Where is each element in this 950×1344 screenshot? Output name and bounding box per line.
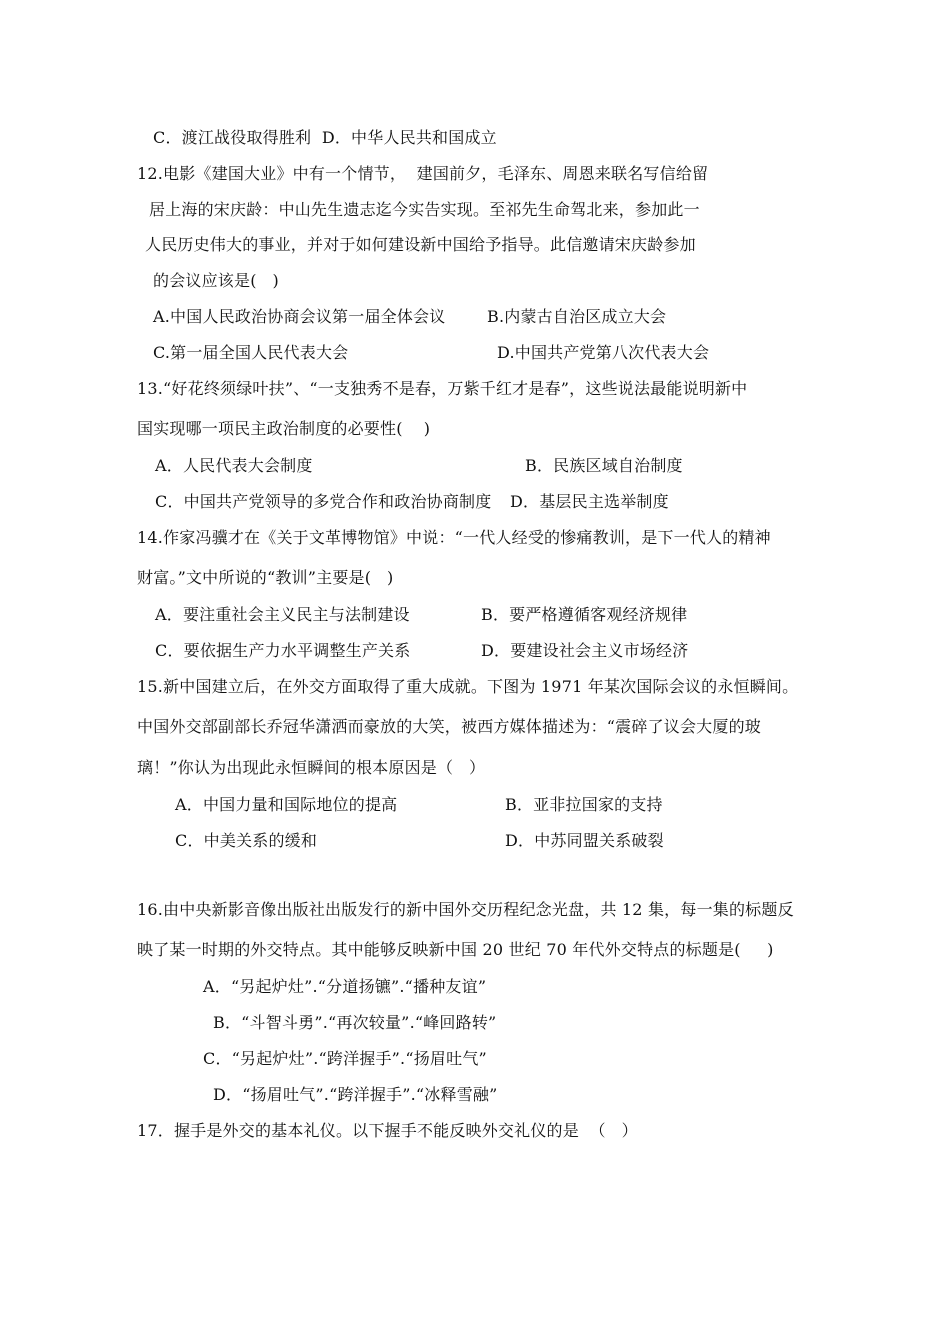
q12-stem-line-1: 12.电影《建国大业》中有一个情节， 建国前夕，毛泽东、周恩来联名写信给留: [137, 164, 709, 183]
q16-option-d: D．“扬眉吐气”.“跨洋握手”.“冰释雪融”: [213, 1085, 498, 1104]
q13-option-d: D．基层民主选举制度: [510, 492, 669, 511]
q16-option-b: B．“斗智斗勇”.“再次较量”.“峰回路转”: [213, 1013, 497, 1032]
q14-stem-line-1: 14.作家冯骥才在《关于文革博物馆》中说：“一代人经受的惨痛教训，是下一代人的精神: [137, 528, 771, 547]
q13-stem-line-1: 13.“好花终须绿叶扶”、“一支独秀不是春，万紫千红才是春”，这些说法最能说明新中: [137, 379, 748, 398]
q13-option-c: C．中国共产党领导的多党合作和政治协商制度: [155, 492, 492, 511]
q12-option-c: C.第一届全国人民代表大会: [153, 343, 349, 362]
q15-option-d: D．中苏同盟关系破裂: [505, 831, 664, 850]
q13-option-b: B．民族区域自治制度: [525, 456, 683, 475]
q15-option-c: C．中美关系的缓和: [175, 831, 318, 850]
q14-option-c: C．要依据生产力水平调整生产关系: [155, 641, 411, 660]
q14-option-b: B．要严格遵循客观经济规律: [481, 605, 688, 624]
q15-option-a: A．中国力量和国际地位的提高: [175, 795, 398, 814]
q11-options-c-d: C．渡江战役取得胜利 D．中华人民共和国成立: [153, 128, 497, 147]
q15-stem-line-3: 璃！”你认为出现此永恒瞬间的根本原因是（ ）: [137, 758, 486, 777]
q13-option-a: A．人民代表大会制度: [155, 456, 313, 475]
q14-stem-line-2: 财富。”文中所说的“教训”主要是( ): [137, 568, 394, 587]
q12-stem-line-4: 的会议应该是( ): [153, 271, 279, 290]
q14-option-a: A．要注重社会主义民主与法制建设: [155, 605, 410, 624]
q15-stem-line-1: 15.新中国建立后，在外交方面取得了重大成就。下图为 1971 年某次国际会议的永恒瞬间。: [137, 677, 799, 696]
q13-stem-line-2: 国实现哪一项民主政治制度的必要性( ): [137, 419, 431, 438]
q15-option-b: B．亚非拉国家的支持: [505, 795, 663, 814]
q16-option-c: C．“另起炉灶”.“跨洋握手”.“扬眉吐气”: [203, 1049, 487, 1068]
q17-stem: 17．握手是外交的基本礼仪。以下握手不能反映外交礼仪的是 （ ）: [137, 1121, 638, 1140]
q12-stem-line-3: 人民历史伟大的事业，并对于如何建设新中国给予指导。此信邀请宋庆龄参加: [145, 235, 696, 254]
q12-option-d: D.中国共产党第八次代表大会: [497, 343, 710, 362]
q14-option-d: D．要建设社会主义市场经济: [481, 641, 689, 660]
q16-option-a: A．“另起炉灶”.“分道扬镳”.“播种友谊”: [203, 977, 487, 996]
q16-stem-line-2: 映了某一时期的外交特点。其中能够反映新中国 20 世纪 70 年代外交特点的标题是( ): [137, 940, 774, 959]
q12-option-b: B.内蒙古自治区成立大会: [487, 307, 667, 326]
q12-stem-line-2: 居上海的宋庆龄：中山先生遗志迄今实告实现。至祁先生命驾北来，参加此一: [149, 200, 700, 219]
q16-stem-line-1: 16.由中央新影音像出版社出版发行的新中国外交历程纪念光盘，共 12 集，每一集的标题反: [137, 900, 794, 919]
q12-option-a: A.中国人民政治协商会议第一届全体会议: [153, 307, 446, 326]
q15-stem-line-2: 中国外交部副部长乔冠华潇洒而豪放的大笑，被西方媒体描述为：“震碎了议会大厦的玻: [137, 717, 761, 736]
